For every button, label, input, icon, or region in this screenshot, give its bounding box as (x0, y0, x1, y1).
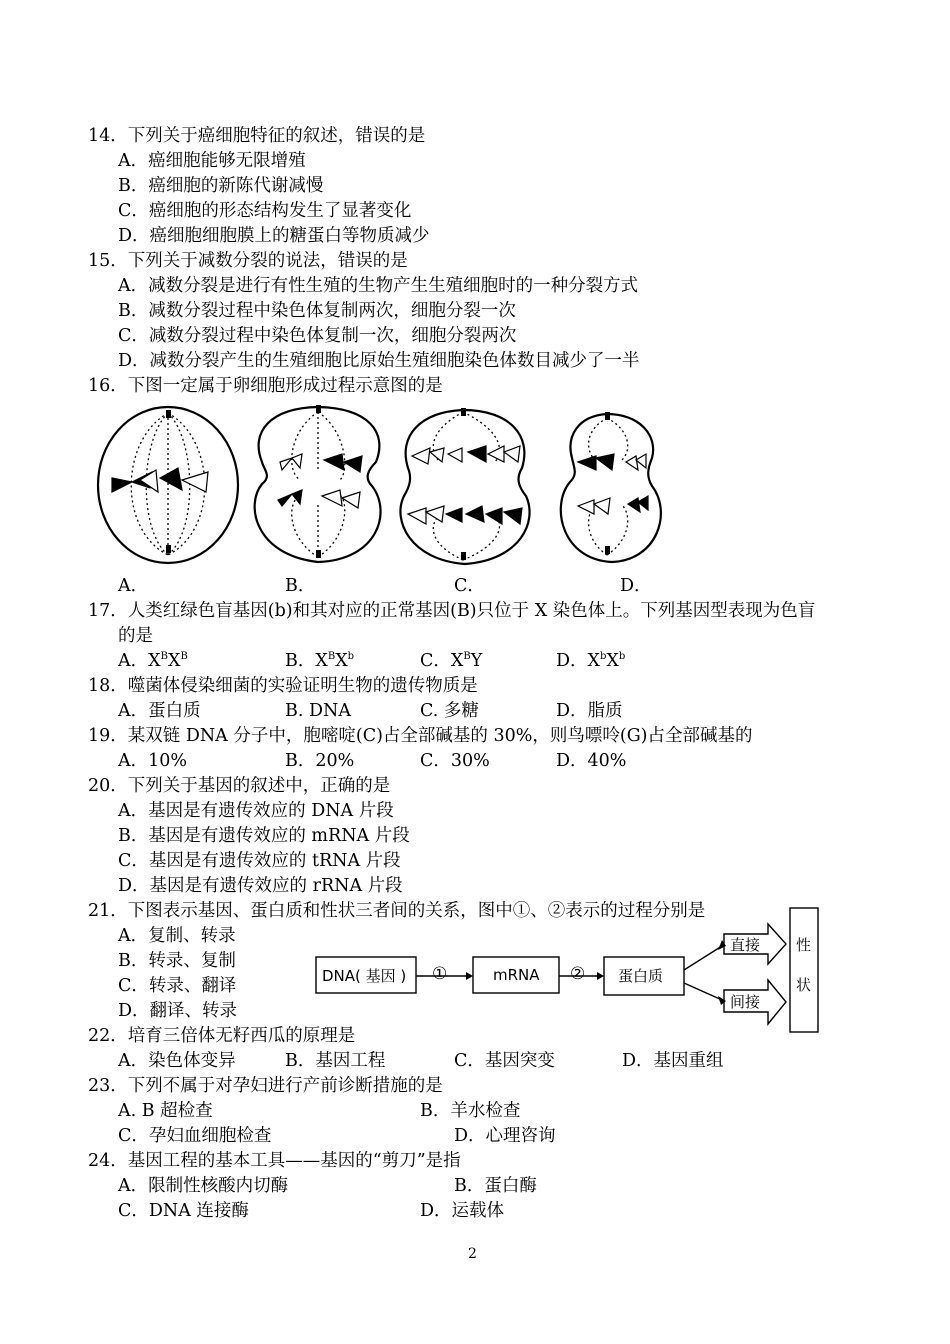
question-15-stem: 15．下列关于减数分裂的说法，错误的是 (88, 251, 408, 271)
q15-option-a: A．减数分裂是进行有性生殖的生物产生生殖细胞时的一种分裂方式 (118, 276, 639, 296)
q20-option-a: A．基因是有遗传效应的 DNA 片段 (118, 801, 394, 821)
q17-option-d: D．$X^bX^b$ (556, 651, 626, 671)
question-19-stem: 19．某双链 DNA 分子中，胞嘧啶(C)占全部碱基的 30%，则鸟嘌呤(G)占全部碱基的 (88, 726, 753, 746)
q20-option-b: B．基因是有遗传效应的 mRNA 片段 (118, 826, 410, 846)
q16-option-a: A． (118, 576, 149, 596)
q23-option-d: D．心理咨询 (454, 1126, 556, 1146)
q14-option-b: B．癌细胞的新陈代谢减慢 (118, 176, 324, 196)
question-21-stem: 21．下图表示基因、蛋白质和性状三者间的关系，图中①、②表示的过程分别是 (88, 901, 706, 921)
q21-option-d: D．翻译、转录 (118, 1001, 238, 1021)
protein-label: 蛋白质 (618, 967, 664, 985)
q23-option-c: C．孕妇血细胞检查 (118, 1126, 272, 1146)
indirect-label: 间接 (730, 993, 761, 1011)
question-23-stem: 23．下列不属于对孕妇进行产前诊断措施的是 (88, 1076, 443, 1096)
question-14-stem: 14．下列关于癌细胞特征的叙述，错误的是 (88, 126, 426, 146)
q16-option-d: D． (620, 576, 652, 596)
q18-option-c: C. 多糖 (420, 701, 479, 721)
q24-option-a: A．限制性核酸内切酶 (118, 1176, 289, 1196)
q18-option-d: D．脂质 (556, 701, 623, 721)
q14-option-c: C．癌细胞的形态结构发生了显著变化 (118, 201, 412, 221)
q18-option-a: A．蛋白质 (118, 701, 201, 721)
q15-option-c: C．减数分裂过程中染色体复制一次，细胞分裂两次 (118, 326, 517, 346)
q16-option-c: C． (454, 576, 485, 596)
q19-option-a: A．10% (118, 751, 188, 771)
q17-option-b: B．$X^BX^b$ (285, 651, 355, 671)
question-16-stem: 16．下图一定属于卵细胞形成过程示意图的是 (88, 376, 443, 396)
question-18-stem: 18．噬菌体侵染细菌的实验证明生物的遗传物质是 (88, 676, 478, 696)
trait-box (790, 908, 818, 1032)
trait-label-1: 性 (796, 936, 812, 954)
q22-option-d: D．基因重组 (622, 1051, 724, 1071)
q21-option-b: B．转录、复制 (118, 951, 236, 971)
q22-option-b: B．基因工程 (285, 1051, 386, 1071)
q14-option-a: A．癌细胞能够无限增殖 (118, 151, 306, 171)
q23-option-a: A. B 超检查 (118, 1101, 213, 1121)
q23-option-b: B．羊水检查 (420, 1101, 521, 1121)
trait-label-2: 状 (796, 976, 812, 994)
q22-option-a: A．染色体变异 (118, 1051, 236, 1071)
q16-option-b: B． (285, 576, 316, 596)
page-number: 2 (468, 1246, 477, 1262)
question-17-stem-cont: 的是 (118, 626, 153, 646)
q15-option-b: B．减数分裂过程中染色体复制两次，细胞分裂一次 (118, 301, 516, 321)
q24-option-b: B．蛋白酶 (454, 1176, 537, 1196)
q17-option-a: A．$X^BX^B$ (118, 651, 188, 671)
mrna-label: mRNA (493, 966, 540, 984)
q21-option-a: A．复制、转录 (118, 926, 236, 946)
q24-option-c: C．DNA 连接酶 (118, 1201, 249, 1221)
q19-option-d: D．40% (556, 751, 627, 771)
question-22-stem: 22．培育三倍体无籽西瓜的原理是 (88, 1026, 356, 1046)
step-2-label: ② (570, 964, 586, 984)
q18-option-b: B. DNA (285, 701, 351, 721)
question-20-stem: 20．下列关于基因的叙述中，正确的是 (88, 776, 391, 796)
question-17-stem: 17．人类红绿色盲基因(b)和其对应的正常基因(B)只位于 X 染色体上。下列基因型表现为色盲 (88, 601, 816, 621)
q21-option-c: C．转录、翻译 (118, 976, 237, 996)
dna-label: DNA( 基因 ) (322, 967, 407, 985)
step-1-label: ① (432, 964, 448, 984)
q20-option-d: D．基因是有遗传效应的 rRNA 片段 (118, 876, 403, 896)
q14-option-d: D．癌细胞细胞膜上的糖蛋白等物质减少 (118, 226, 430, 246)
q24-option-d: D．运载体 (420, 1201, 505, 1221)
q19-option-b: B．20% (285, 751, 355, 771)
q15-option-d: D．减数分裂产生的生殖细胞比原始生殖细胞染色体数目减少了一半 (118, 351, 640, 371)
q17-option-c: C．$X^BY$ (420, 651, 483, 671)
q19-option-c: C．30% (420, 751, 490, 771)
q20-option-c: C．基因是有遗传效应的 tRNA 片段 (118, 851, 401, 871)
direct-label: 直接 (730, 936, 761, 954)
q22-option-c: C．基因突变 (454, 1051, 555, 1071)
question-24-stem: 24．基因工程的基本工具——基因的“剪刀”是指 (88, 1151, 461, 1171)
